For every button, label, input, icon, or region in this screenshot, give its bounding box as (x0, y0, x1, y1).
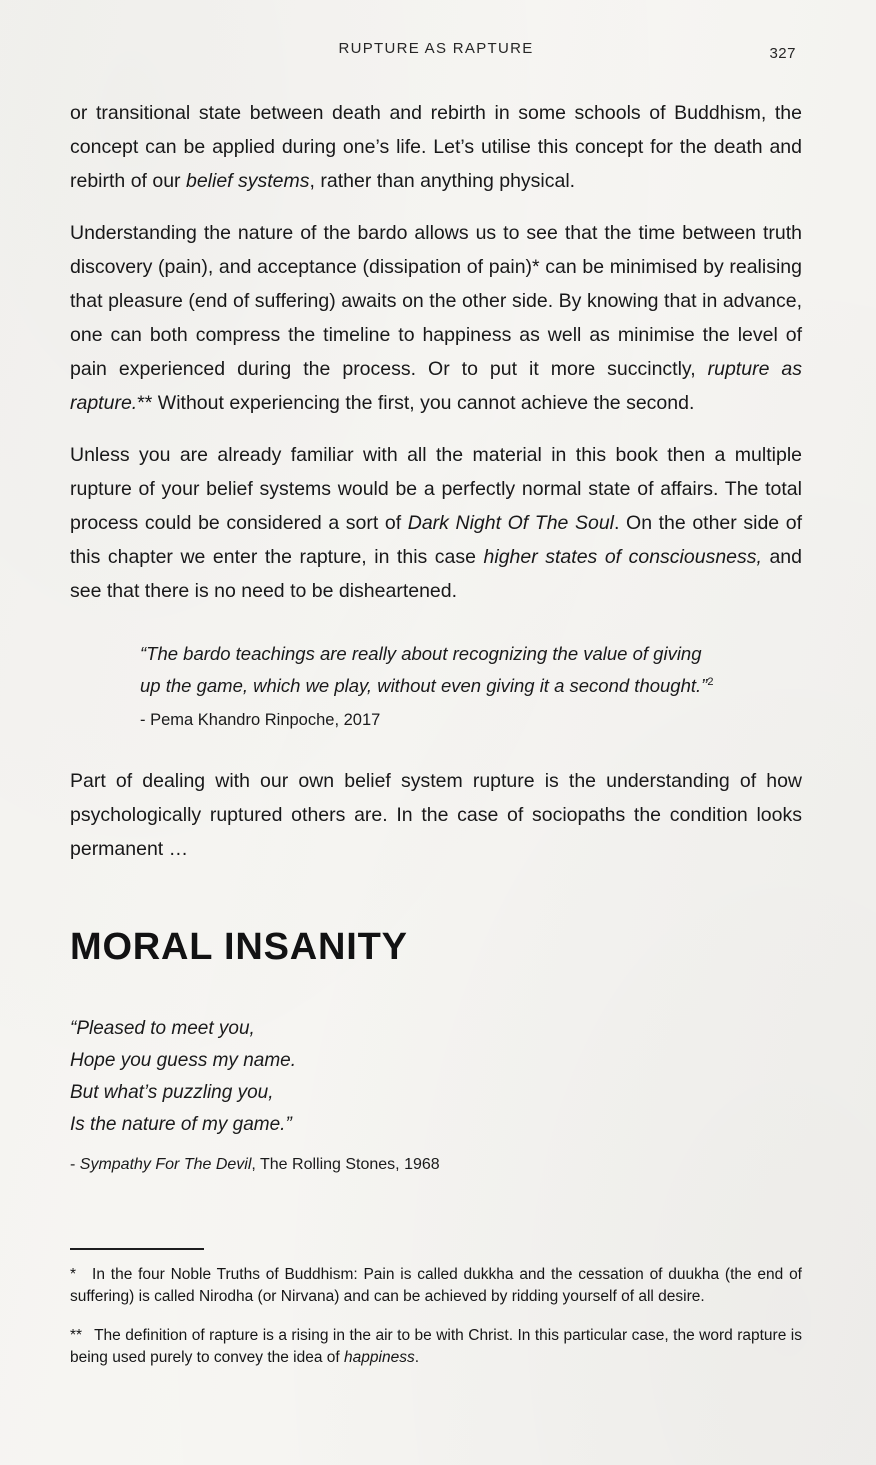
text-run: ** Without experiencing the first, you cannot achieve the second. (137, 392, 695, 414)
section-heading: MORAL INSANITY (70, 926, 408, 968)
italic-run: Dark Night Of The Soul (407, 512, 615, 534)
italic-run: happiness (344, 1349, 415, 1366)
italic-run: higher states of consciousness, (483, 546, 762, 568)
paragraph-dark-night (70, 438, 802, 608)
text-run: , The Rolling Stones, 1968 (251, 1156, 440, 1173)
footnote-text: . (414, 1349, 420, 1366)
song-quote-line: Hope you guess my name. (70, 1050, 297, 1071)
footnote-text: In the four Noble Truths of Buddhism: Pain is called dukkha and the cessation of duukha (the end of suffering) is called Nirodha (or Nirvana) and can be achieved by ridding yourself of all desire. (70, 1266, 802, 1305)
text-run: Understanding the nature of the bardo allows us to see that the time between truth discovery (pain), and acceptance (dissipation of pain)* can be minimised by realising that pleasure (end of suffering) awaits on the other side. By knowing that in advance, one can both compress the timeline to happiness as well as minimise the level of pain experienced during the process. Or to put it more succinctly, (70, 222, 802, 380)
text-run: . On the other side of this chapter we enter the rapture, in this case (70, 512, 802, 568)
text-run: and see that there is no need to be disheartened. (70, 546, 802, 602)
footnotes (70, 1248, 802, 1386)
paragraph-continuation (70, 96, 802, 198)
text-run: Unless you are already familiar with all the material in this book then a multiple rupture of your belief systems would be a perfectly normal state of affairs. The total process could be considered a sort of (70, 444, 802, 534)
paragraph-sociopaths: Part of dealing with our own belief system rupture is the understanding of how psychologically ruptured others are. In the case of sociopaths the condition looks permanent … (70, 770, 802, 860)
song-title: Sympathy For The Devil (79, 1156, 252, 1173)
paragraph-bardo (70, 216, 802, 420)
footnote-divider (70, 1248, 204, 1250)
song-quote-line: Is the nature of my game.” (70, 1114, 292, 1135)
text-run: - (70, 1156, 80, 1173)
quote-attribution: - Pema Khandro Rinpoche, 2017 (140, 711, 381, 729)
page-number: 327 (769, 45, 796, 62)
footnote-rapture (70, 1325, 802, 1369)
footnote-marker: ** (70, 1327, 83, 1344)
footnote-text: The definition of rapture is a rising in the air to be with Christ. In this particular case, the word rapture is being used purely to convey the idea of (70, 1327, 802, 1366)
footnote-marker: * (70, 1266, 77, 1283)
page-body (70, 96, 802, 1177)
bardo-blockquote (140, 638, 718, 736)
quote-text: “The bardo teachings are really about recognizing the value of giving up the game, which we play, without even giving it a second thought.” (140, 643, 708, 696)
running-head (70, 40, 802, 64)
endnote-reference: 2 (707, 675, 714, 688)
text-run: , rather than anything physical. (309, 170, 576, 192)
footnote-dukkha (70, 1264, 802, 1308)
italic-run: rupture as rapture. (70, 358, 802, 414)
song-quote-attribution (70, 1153, 802, 1177)
text-run: or transitional state between death and rebirth in some schools of Buddhism, the concept can be applied during one’s life. Let’s utilise this concept for the death and rebirth of our (70, 102, 802, 192)
chapter-title: RUPTURE AS RAPTURE (338, 40, 534, 57)
song-quote-line: “Pleased to meet you, (70, 1018, 255, 1039)
song-quote (70, 1013, 802, 1141)
song-quote-line: But what’s puzzling you, (70, 1082, 274, 1103)
italic-run: belief systems (185, 170, 310, 192)
